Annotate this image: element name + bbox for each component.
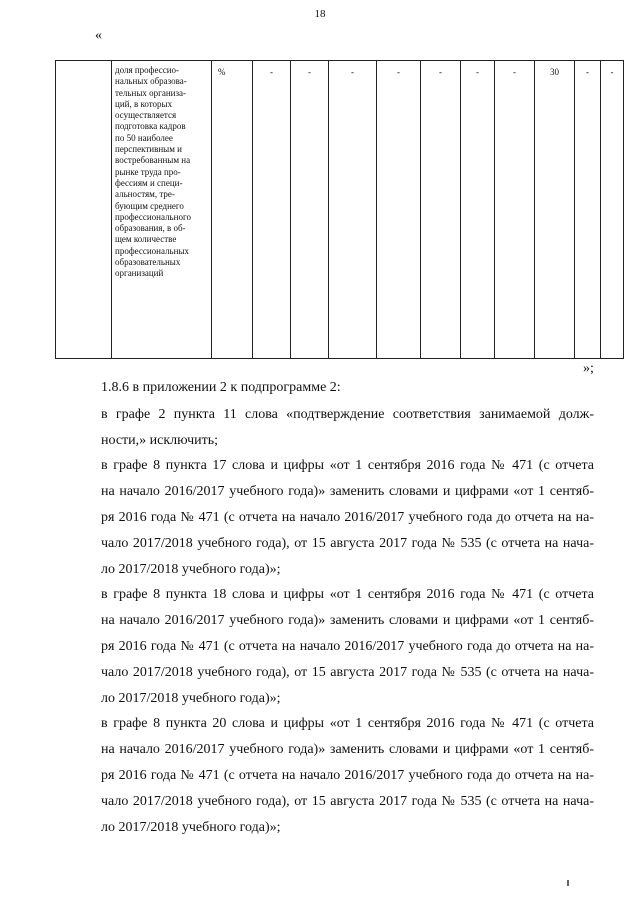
text-line: в графе 8 пункта 20 слова и цифры «от 1 сентября 2016 года № 471 (с отчета [101, 716, 594, 732]
value-cell: - [253, 61, 291, 359]
text-line: на начало 2016/2017 учебного года)» заменить словами и цифрами «от 1 сентяб- [101, 613, 594, 629]
indicator-name-cell: доля профессио- нальных образова- тельных организа- ций, в которых осуществляется подготовка кадров по 50 наиболее перспективным и востребованным на рынке труда про- фессиям и специ- альностям, тре- бующим среднего профессионального образования, в об- щем количестве профессиональных образовательных организаций [112, 61, 212, 359]
text-line: на начало 2016/2017 учебного года)» заменить словами и цифрами «от 1 сентяб- [101, 742, 594, 758]
paragraph [74, 582, 594, 711]
value-cell: - [575, 61, 601, 359]
value-cell: - [461, 61, 495, 359]
unit-cell: % [212, 61, 253, 359]
indicator-table [55, 60, 624, 359]
text-line: 1.8.6 в приложении 2 к подпрограмме 2: [101, 380, 341, 395]
open-quote: « [95, 28, 102, 43]
text-line: чало 2017/2018 учебного года), от 15 августа 2017 года № 535 (с отчета на нача- [101, 535, 594, 551]
value-cell: - [329, 61, 377, 359]
table-row [56, 61, 624, 359]
text-line: в графе 8 пункта 17 слова и цифры «от 1 сентября 2016 года № 471 (с отчета [101, 458, 594, 474]
value-cell: - [421, 61, 461, 359]
close-quote: »; [583, 361, 594, 376]
paragraph [74, 711, 594, 840]
text-line: чало 2017/2018 учебного года), от 15 августа 2017 года № 535 (с отчета на нача- [101, 793, 594, 809]
value-cell: - [601, 61, 624, 359]
page-number: 18 [314, 8, 326, 20]
text-line: ря 2016 года № 471 (с отчета на начало 2016/2017 учебного года до отчета на на- [101, 638, 594, 654]
text-line: ности,» исключить; [101, 432, 219, 448]
value-cell: - [495, 61, 535, 359]
text-line: ря 2016 года № 471 (с отчета на начало 2016/2017 учебного года до отчета на на- [101, 509, 594, 525]
text-line: на начало 2016/2017 учебного года)» заменить словами и цифрами «от 1 сентяб- [101, 484, 594, 500]
text-line: ло 2017/2018 учебного года)»; [101, 690, 281, 706]
paragraph [74, 402, 594, 454]
text-line: ря 2016 года № 471 (с отчета на начало 2016/2017 учебного года до отчета на на- [101, 767, 594, 783]
text-line: чало 2017/2018 учебного года), от 15 августа 2017 года № 535 (с отчета на нача- [101, 664, 594, 680]
scan-mark [567, 880, 569, 886]
text-line: ло 2017/2018 учебного года)»; [101, 819, 281, 835]
value-cell: 30 [535, 61, 575, 359]
text-line: в графе 2 пункта 11 слова «подтверждение соответствия занимаемой долж- [101, 406, 594, 422]
amendment-text [74, 375, 594, 840]
value-cell: - [377, 61, 421, 359]
value-cell: - [291, 61, 329, 359]
text-line: ло 2017/2018 учебного года)»; [101, 561, 281, 577]
text-line: в графе 8 пункта 18 слова и цифры «от 1 сентября 2016 года № 471 (с отчета [101, 587, 594, 603]
row-number-cell [56, 61, 112, 359]
paragraph [74, 453, 594, 582]
paragraph [74, 375, 594, 401]
